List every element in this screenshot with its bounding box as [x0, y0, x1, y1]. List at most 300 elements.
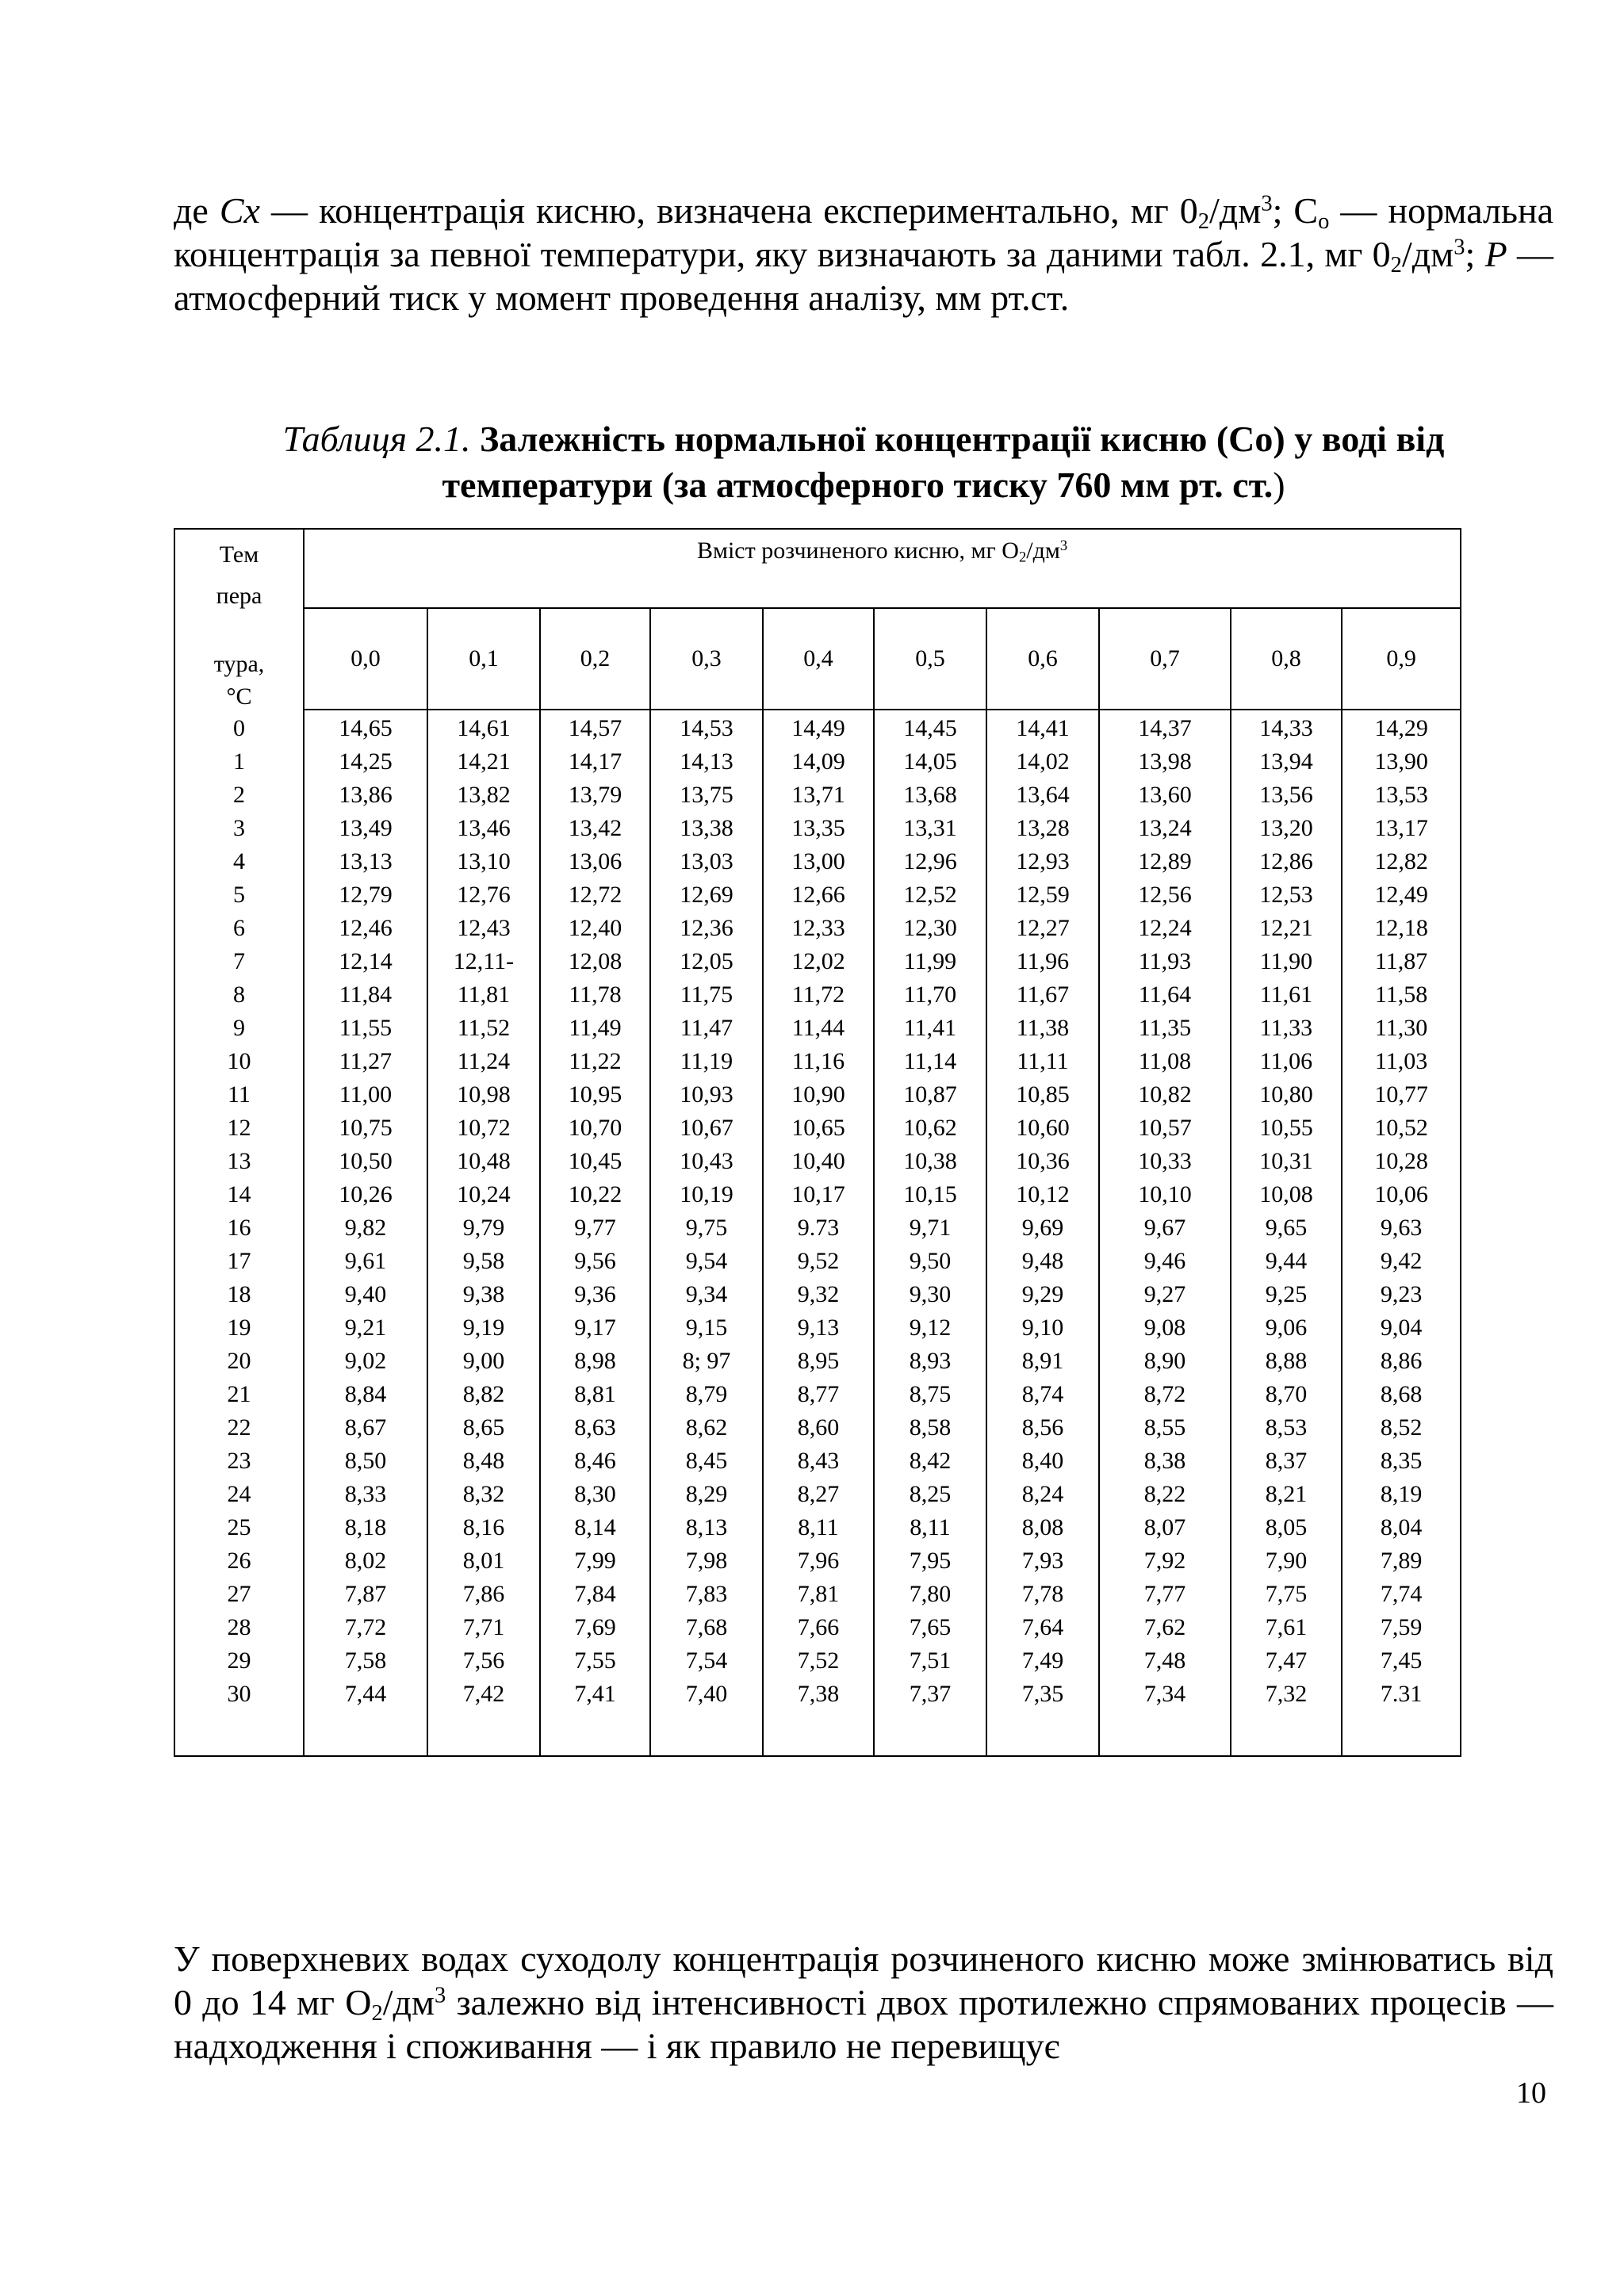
value-cell: 7,78	[986, 1578, 1099, 1611]
value-cell: 11,78	[540, 978, 650, 1012]
value-cell: 12,96	[874, 845, 986, 878]
value-cell: 13,86	[304, 779, 427, 812]
value-cell: 8,45	[650, 1445, 763, 1478]
value-cell: 12,59	[986, 878, 1099, 912]
value-cell: 8,86	[1342, 1345, 1461, 1378]
value-cell: 11,06	[1231, 1045, 1342, 1078]
value-cell: 8,01	[427, 1544, 540, 1578]
value-cell: 12,56	[1099, 878, 1231, 912]
empty-cell	[174, 1711, 304, 1756]
value-cell: 7,34	[1099, 1678, 1231, 1711]
value-cell: 8,35	[1342, 1445, 1461, 1478]
value-cell: 14,02	[986, 745, 1099, 779]
value-cell: 12,79	[304, 878, 427, 912]
value-cell: 7,44	[304, 1678, 427, 1711]
value-cell: 13,71	[763, 779, 874, 812]
value-cell: 10,26	[304, 1178, 427, 1211]
value-cell: 9,44	[1231, 1245, 1342, 1278]
value-cell: 10,95	[540, 1078, 650, 1112]
value-cell: 14,05	[874, 745, 986, 779]
value-cell: 10,36	[986, 1145, 1099, 1178]
value-cell: 12,52	[874, 878, 986, 912]
column-header: 0,3	[650, 608, 763, 710]
value-cell: 8,58	[874, 1411, 986, 1445]
value-cell: 7,71	[427, 1611, 540, 1644]
value-cell: 9,40	[304, 1278, 427, 1311]
value-cell: 9,13	[763, 1311, 874, 1345]
value-cell: 7,38	[763, 1678, 874, 1711]
value-cell: 10,93	[650, 1078, 763, 1112]
value-cell: 9,82	[304, 1211, 427, 1245]
value-cell: 11,49	[540, 1012, 650, 1045]
value-cell: 14,09	[763, 745, 874, 779]
value-cell: 8,02	[304, 1544, 427, 1578]
value-cell: 8,77	[763, 1378, 874, 1411]
value-cell: 8,79	[650, 1378, 763, 1411]
value-cell: 10,67	[650, 1112, 763, 1145]
column-header: 0,4	[763, 608, 874, 710]
value-cell: 9,30	[874, 1278, 986, 1311]
empty-cell	[986, 1711, 1099, 1756]
value-cell: 9,17	[540, 1311, 650, 1345]
value-cell: 7,77	[1099, 1578, 1231, 1611]
value-cell: 9,50	[874, 1245, 986, 1278]
value-cell: 12,36	[650, 912, 763, 945]
value-cell: 8,56	[986, 1411, 1099, 1445]
temperature-cell: 11	[228, 1081, 251, 1108]
cx-variable: Сх	[219, 190, 260, 231]
table-row	[174, 1211, 1461, 1245]
value-cell: 12,05	[650, 945, 763, 978]
temperature-cell: 3	[233, 815, 245, 841]
temperature-cell: 30	[227, 1681, 251, 1707]
table-caption: Таблиця 2.1. Залежність нормальної концентрації кисню (Со) у воді від температури (за атмосферного тиску 760 мм рт. ст.)	[282, 419, 1445, 505]
value-cell: 12,49	[1342, 878, 1461, 912]
temperature-cell: 17	[227, 1248, 251, 1274]
value-cell: 12,21	[1231, 912, 1342, 945]
column-header: 0,9	[1342, 608, 1461, 710]
value-cell: 14,65	[304, 710, 427, 745]
value-cell: 11,08	[1099, 1045, 1231, 1078]
temperature-cell: 26	[227, 1548, 251, 1574]
value-cell: 14,57	[540, 710, 650, 745]
value-cell: 9,10	[986, 1311, 1099, 1345]
table-row	[174, 878, 1461, 912]
temperature-cell: 12	[227, 1115, 251, 1141]
value-cell: 13,13	[304, 845, 427, 878]
value-cell: 14,13	[650, 745, 763, 779]
value-cell: 9,12	[874, 1311, 986, 1345]
value-cell: 7,75	[1231, 1578, 1342, 1611]
temperature-cell: 14	[227, 1181, 251, 1207]
value-cell: 8,62	[650, 1411, 763, 1445]
temperature-cell: 28	[227, 1614, 251, 1640]
value-cell: 13,49	[304, 812, 427, 845]
value-cell: 7,83	[650, 1578, 763, 1611]
value-cell: 9,25	[1231, 1278, 1342, 1311]
value-cell: 9,27	[1099, 1278, 1231, 1311]
value-cell: 8,13	[650, 1511, 763, 1544]
value-cell: 13,24	[1099, 812, 1231, 845]
empty-cell	[540, 1711, 650, 1756]
table-row	[174, 1045, 1461, 1078]
value-cell: 8,55	[1099, 1411, 1231, 1445]
value-cell: 12,02	[763, 945, 874, 978]
value-cell: 9,71	[874, 1211, 986, 1245]
value-cell: 8,52	[1342, 1411, 1461, 1445]
temperature-cell: 10	[227, 1048, 251, 1074]
table-header-row	[174, 529, 1461, 608]
value-cell: 13,90	[1342, 745, 1461, 779]
column-header: 0,1	[427, 608, 540, 710]
value-cell: 9,69	[986, 1211, 1099, 1245]
value-cell: 11,00	[304, 1078, 427, 1112]
value-cell: 12,11-	[427, 945, 540, 978]
value-cell: 10,70	[540, 1112, 650, 1145]
temperature-cell: 23	[227, 1448, 251, 1474]
value-cell: 9,38	[427, 1278, 540, 1311]
value-cell: 11,70	[874, 978, 986, 1012]
empty-cell	[874, 1711, 986, 1756]
value-cell: 7,65	[874, 1611, 986, 1644]
value-cell: 10,50	[304, 1145, 427, 1178]
value-cell: 11,87	[1342, 945, 1461, 978]
value-cell: 8,08	[986, 1511, 1099, 1544]
value-cell: 9,61	[304, 1245, 427, 1278]
value-cell: 9,15	[650, 1311, 763, 1345]
temperature-cell: 22	[227, 1414, 251, 1441]
value-cell: 14,41	[986, 710, 1099, 745]
value-cell: 8,07	[1099, 1511, 1231, 1544]
temperature-header: Тем пера тура, °С	[213, 541, 265, 710]
value-cell: 8,05	[1231, 1511, 1342, 1544]
value-cell: 10,55	[1231, 1112, 1342, 1145]
temperature-cell: 6	[233, 915, 245, 941]
temperature-cell: 0	[233, 714, 245, 741]
value-cell: 8,21	[1231, 1478, 1342, 1511]
value-cell: 10,90	[763, 1078, 874, 1112]
temperature-cell: 13	[227, 1148, 251, 1174]
value-cell: 8,84	[304, 1378, 427, 1411]
value-cell: 12,69	[650, 878, 763, 912]
value-cell: 11,27	[304, 1045, 427, 1078]
table-row	[174, 1544, 1461, 1578]
value-cell: 10,12	[986, 1178, 1099, 1211]
value-cell: 9,08	[1099, 1311, 1231, 1345]
value-cell: 14,61	[427, 710, 540, 745]
temperature-cell: 20	[227, 1348, 251, 1374]
temperature-cell: 27	[227, 1581, 251, 1607]
value-cell: 11,30	[1342, 1012, 1461, 1045]
value-cell: 8,70	[1231, 1378, 1342, 1411]
value-cell: 13,00	[763, 845, 874, 878]
temperature-cell: 9	[233, 1015, 245, 1041]
value-cell: 7,35	[986, 1678, 1099, 1711]
value-cell: 14,49	[763, 710, 874, 745]
value-cell: 11,99	[874, 945, 986, 978]
value-cell: 14,29	[1342, 710, 1461, 745]
value-cell: 7,99	[540, 1544, 650, 1578]
value-cell: 8,68	[1342, 1378, 1461, 1411]
temperature-cell: 8	[233, 982, 245, 1008]
temperature-cell: 29	[227, 1647, 251, 1674]
table-row	[174, 1012, 1461, 1045]
value-cell: 7,80	[874, 1578, 986, 1611]
table-row	[174, 812, 1461, 845]
content-header: Вміст розчиненого кисню, мг $О_2/дм^3$	[304, 529, 1461, 608]
value-cell: 9,02	[304, 1345, 427, 1378]
value-cell: 8,37	[1231, 1445, 1342, 1478]
table-row	[174, 912, 1461, 945]
value-cell: 8,19	[1342, 1478, 1461, 1511]
value-cell: 11,47	[650, 1012, 763, 1045]
value-cell: 8,93	[874, 1345, 986, 1378]
value-cell: 7,93	[986, 1544, 1099, 1578]
value-cell: 7,64	[986, 1611, 1099, 1644]
value-cell: 13,46	[427, 812, 540, 845]
value-cell: 13,98	[1099, 745, 1231, 779]
value-cell: 13,17	[1342, 812, 1461, 845]
value-cell: 9,63	[1342, 1211, 1461, 1245]
value-cell: 9,67	[1099, 1211, 1231, 1245]
value-cell: 13,60	[1099, 779, 1231, 812]
value-cell: 7,52	[763, 1644, 874, 1678]
value-cell: 9,32	[763, 1278, 874, 1311]
value-cell: 7,89	[1342, 1544, 1461, 1578]
value-cell: 8,42	[874, 1445, 986, 1478]
empty-cell	[763, 1711, 874, 1756]
value-cell: 13,20	[1231, 812, 1342, 845]
value-cell: 11,61	[1231, 978, 1342, 1012]
value-cell: 7,55	[540, 1644, 650, 1678]
value-cell: 14,17	[540, 745, 650, 779]
value-cell: 13,64	[986, 779, 1099, 812]
value-cell: 7,48	[1099, 1644, 1231, 1678]
value-cell: 12,40	[540, 912, 650, 945]
value-cell: 9,04	[1342, 1311, 1461, 1345]
value-cell: 10,52	[1342, 1112, 1461, 1145]
column-header: 0,8	[1231, 608, 1342, 710]
value-cell: 13,56	[1231, 779, 1342, 812]
column-header: 0,2	[540, 608, 650, 710]
table-row	[174, 710, 1461, 745]
value-cell: 12,24	[1099, 912, 1231, 945]
table-row	[174, 1411, 1461, 1445]
value-cell: 7,41	[540, 1678, 650, 1711]
value-cell: 8,91	[986, 1345, 1099, 1378]
value-cell: 7,98	[650, 1544, 763, 1578]
value-cell: 7,49	[986, 1644, 1099, 1678]
value-cell: 8,60	[763, 1411, 874, 1445]
value-cell: 10,80	[1231, 1078, 1342, 1112]
value-cell: 8,50	[304, 1445, 427, 1478]
value-cell: 11,03	[1342, 1045, 1461, 1078]
value-cell: 10,60	[986, 1112, 1099, 1145]
value-cell: 9,34	[650, 1278, 763, 1311]
value-cell: 7,84	[540, 1578, 650, 1611]
value-cell: 11,52	[427, 1012, 540, 1045]
value-cell: 7,69	[540, 1611, 650, 1644]
value-cell: 13,68	[874, 779, 986, 812]
value-cell: 11,14	[874, 1045, 986, 1078]
value-cell: 9,52	[763, 1245, 874, 1278]
value-cell: 7,86	[427, 1578, 540, 1611]
value-cell: 10,33	[1099, 1145, 1231, 1178]
value-cell: 7,40	[650, 1678, 763, 1711]
table-row	[174, 1378, 1461, 1411]
table-row	[174, 1112, 1461, 1145]
value-cell: 13,79	[540, 779, 650, 812]
value-cell: 10,43	[650, 1145, 763, 1178]
temperature-cell: 5	[233, 882, 245, 908]
value-cell: 11,84	[304, 978, 427, 1012]
value-cell: 8,27	[763, 1478, 874, 1511]
value-cell: 8,82	[427, 1378, 540, 1411]
value-cell: 10,22	[540, 1178, 650, 1211]
value-cell: 7,42	[427, 1678, 540, 1711]
column-header: 0,6	[986, 608, 1099, 710]
value-cell: 8,11	[763, 1511, 874, 1544]
value-cell: 7,87	[304, 1578, 427, 1611]
table-row	[174, 1311, 1461, 1345]
value-cell: 12,08	[540, 945, 650, 978]
closing-paragraph: У поверхневих водах суходолу концентрація розчиненого кисню може змінюватись від 0 до 14 мг $О_2/дм^3$ залежно від інтенсивності двох протилежно спрямованих процесів — надходження і споживання — і як правило не перевищує	[174, 1938, 1553, 2066]
value-cell: 10,75	[304, 1112, 427, 1145]
value-cell: 11,33	[1231, 1012, 1342, 1045]
column-header: 0,0	[304, 608, 427, 710]
value-cell: 11,58	[1342, 978, 1461, 1012]
value-cell: 12,72	[540, 878, 650, 912]
column-header: 0,7	[1099, 608, 1231, 710]
table-row	[174, 1345, 1461, 1378]
value-cell: 10,19	[650, 1178, 763, 1211]
value-cell: 7.31	[1342, 1678, 1461, 1711]
value-cell: 8,63	[540, 1411, 650, 1445]
value-cell: 8,40	[986, 1445, 1099, 1478]
empty-cell	[304, 1711, 427, 1756]
value-cell: 13,35	[763, 812, 874, 845]
value-cell: 7,47	[1231, 1644, 1342, 1678]
value-cell: 12,93	[986, 845, 1099, 878]
value-cell: 9,00	[427, 1345, 540, 1378]
value-cell: 13,94	[1231, 745, 1342, 779]
temperature-cell: 19	[227, 1314, 251, 1341]
value-cell: 9,56	[540, 1245, 650, 1278]
value-cell: 12,43	[427, 912, 540, 945]
value-cell: 13,03	[650, 845, 763, 878]
value-cell: 14,33	[1231, 710, 1342, 745]
value-cell: 14,45	[874, 710, 986, 745]
value-cell: 8,72	[1099, 1378, 1231, 1411]
value-cell: 11,75	[650, 978, 763, 1012]
value-cell: 13,31	[874, 812, 986, 845]
table-row	[174, 978, 1461, 1012]
temperature-cell: 25	[227, 1514, 251, 1540]
value-cell: 7,51	[874, 1644, 986, 1678]
table-row	[174, 1245, 1461, 1278]
value-cell: 9,77	[540, 1211, 650, 1245]
table-row	[174, 745, 1461, 779]
value-cell: 10,15	[874, 1178, 986, 1211]
temperature-cell: 18	[227, 1281, 251, 1307]
value-cell: 7,90	[1231, 1544, 1342, 1578]
value-cell: 13,53	[1342, 779, 1461, 812]
value-cell: 8,95	[763, 1345, 874, 1378]
value-cell: 14,37	[1099, 710, 1231, 745]
table-row	[174, 845, 1461, 878]
value-cell: 8,98	[540, 1345, 650, 1378]
value-cell: 12,66	[763, 878, 874, 912]
table-row	[174, 1611, 1461, 1644]
value-cell: 8,38	[1099, 1445, 1231, 1478]
value-cell: 10,87	[874, 1078, 986, 1112]
value-cell: 7,66	[763, 1611, 874, 1644]
value-cell: 7,56	[427, 1644, 540, 1678]
value-cell: 13,42	[540, 812, 650, 845]
temperature-cell: 24	[227, 1481, 251, 1507]
value-cell: 9,54	[650, 1245, 763, 1278]
temperature-cell: 1	[233, 748, 245, 775]
value-cell: 8,53	[1231, 1411, 1342, 1445]
value-cell: 8,16	[427, 1511, 540, 1544]
value-cell: 13,75	[650, 779, 763, 812]
value-cell: 11,72	[763, 978, 874, 1012]
value-cell: 13,82	[427, 779, 540, 812]
empty-cell	[650, 1711, 763, 1756]
value-cell: 10,85	[986, 1078, 1099, 1112]
value-cell: 14,25	[304, 745, 427, 779]
value-cell: 12,27	[986, 912, 1099, 945]
value-cell: 11,55	[304, 1012, 427, 1045]
value-cell: 7,54	[650, 1644, 763, 1678]
value-cell: 10,77	[1342, 1078, 1461, 1112]
value-cell: 14,21	[427, 745, 540, 779]
temperature-cell: 4	[233, 848, 245, 874]
value-cell: 8,11	[874, 1511, 986, 1544]
value-cell: 7,61	[1231, 1611, 1342, 1644]
empty-cell	[1099, 1711, 1231, 1756]
temperature-cell: 16	[227, 1215, 251, 1241]
value-cell: 7,95	[874, 1544, 986, 1578]
empty-cell	[1342, 1711, 1461, 1756]
table-row	[174, 1278, 1461, 1311]
value-cell: 10,31	[1231, 1145, 1342, 1178]
value-cell: 8,22	[1099, 1478, 1231, 1511]
value-cell: 10,98	[427, 1078, 540, 1112]
value-cell: 7,74	[1342, 1578, 1461, 1611]
value-cell: 10,45	[540, 1145, 650, 1178]
value-cell: 8,74	[986, 1378, 1099, 1411]
value-cell: 9,58	[427, 1245, 540, 1278]
value-cell: 11,67	[986, 978, 1099, 1012]
intro-paragraph: де Сх — концентрація кисню, визначена експериментально, мг $0_2/дм^3$; $С_о$ — нормальна концентрація за певної температури, яку визначають за даними табл. 2.1, мг $0_2/дм^3$; Р — атмосферний тиск у момент проведення аналізу, мм рт.ст.	[174, 190, 1554, 318]
page-number: 10	[1516, 2076, 1546, 2110]
value-cell: 7,32	[1231, 1678, 1342, 1711]
value-cell: 11,22	[540, 1045, 650, 1078]
value-cell: 10,65	[763, 1112, 874, 1145]
value-cell: 12,18	[1342, 912, 1461, 945]
value-cell: 7,96	[763, 1544, 874, 1578]
table-row	[174, 945, 1461, 978]
p-variable: Р	[1484, 234, 1507, 274]
value-cell: 10,48	[427, 1145, 540, 1178]
value-cell: 7,45	[1342, 1644, 1461, 1678]
value-cell: 11,93	[1099, 945, 1231, 978]
value-cell: 10,40	[763, 1145, 874, 1178]
value-cell: 10,82	[1099, 1078, 1231, 1112]
value-cell: 8,67	[304, 1411, 427, 1445]
value-cell: 7,81	[763, 1578, 874, 1611]
